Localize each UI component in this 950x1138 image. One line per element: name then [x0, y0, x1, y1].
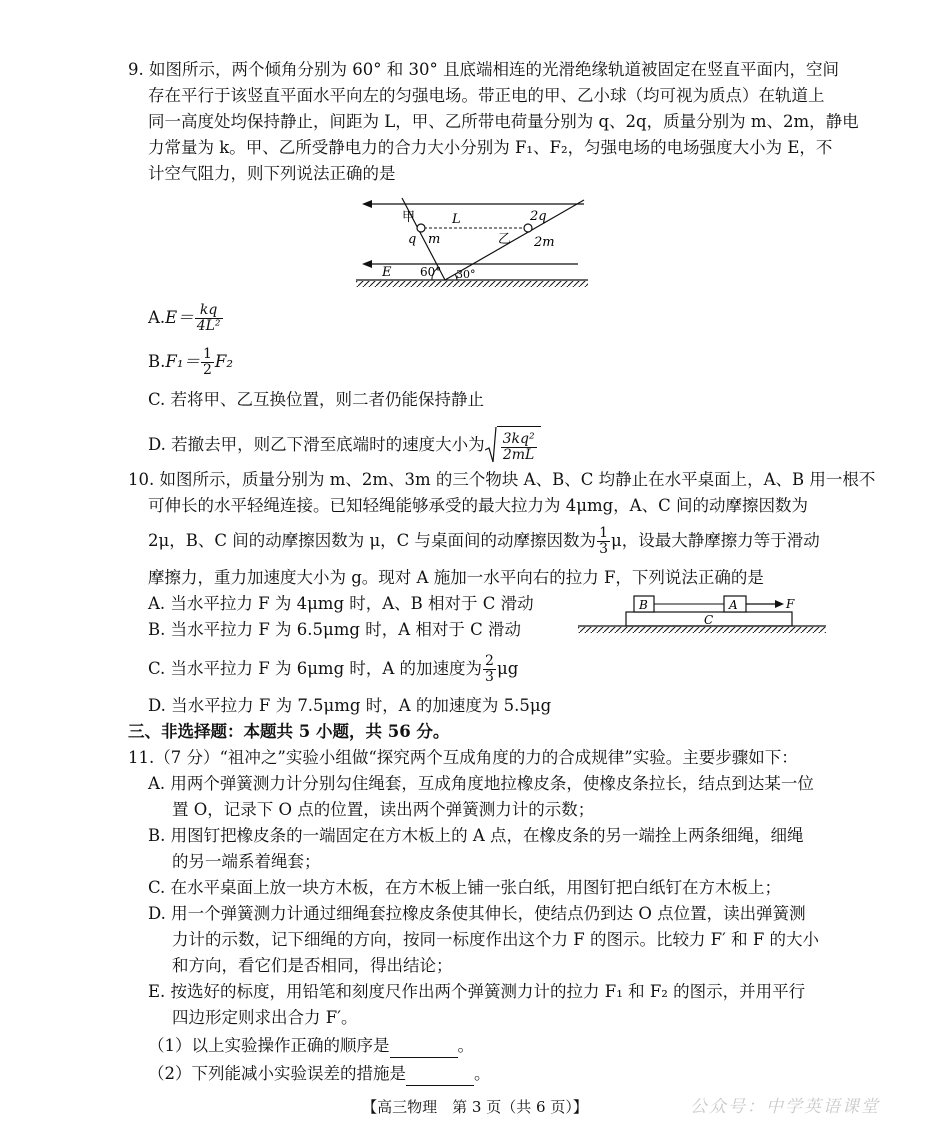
sqrt-radical-icon: [485, 426, 497, 464]
q11-step-b-2: 的另一端系着绳套；: [172, 852, 321, 871]
q11-intro: 11.（7 分）“祖冲之”实验小组做“探究两个互成角度的力的合成规律”实验。主要步骤如下：: [128, 748, 798, 767]
q11-step-a-2: 置 O，记录下 O 点的位置，读出两个弹簧测力计的示数；: [172, 800, 595, 819]
answer-blank-1[interactable]: [390, 1041, 458, 1058]
field-arrow-bottom: [362, 260, 372, 268]
label-f: F: [786, 597, 795, 611]
page-footer: 【高三物理 第 3 页（共 6 页）】: [362, 1098, 588, 1116]
label-c: C: [704, 613, 714, 627]
q10-option-c: C. 当水平拉力 F 为 6μmg 时，A 的加速度为 $\frac{2}{3}$ μg: [148, 653, 519, 685]
label-30: 30°: [456, 268, 476, 281]
label-b: B: [639, 598, 648, 612]
force-arrow-head: [775, 600, 784, 608]
q9-figure: [352, 190, 594, 290]
q11-step-b-1: B. 用图钉把橡皮条的一端固定在方木板上的 A 点，在橡皮条的另一端拴上两条细绳，细绳: [148, 826, 804, 845]
q10-figure: [574, 590, 830, 634]
q11-step-d-2: 力计的示数，记下细绳的方向，按同一标度作出这个力 F 的图示。比较力 F′ 和 F 的大小: [172, 930, 820, 949]
q9-stem-3: 同一高度处均保持静止，间距为 L，甲、乙所带电荷量分别为 q、2q，质量分别为 m、2m，静电: [148, 112, 859, 131]
q9-stem-5: 计空气阻力，则下列说法正确的是: [148, 164, 396, 183]
q10-option-d: D. 当水平拉力 F 为 7.5μmg 时，A 的加速度为 5.5μg: [148, 696, 552, 715]
q11-step-d-1: D. 用一个弹簧测力计通过细绳套拉橡皮条使其伸长，使结点仍到达 O 点位置，读出弹簧测: [148, 904, 806, 923]
q10-stem-2: 可伸长的水平轻绳连接。已知轻绳能够承受的最大拉力为 4μmg，A、C 间的动摩擦因数为: [148, 496, 808, 515]
label-yi: 乙: [498, 232, 512, 247]
ball-jia: [417, 224, 425, 232]
q10-stem-1: 10. 如图所示，质量分别为 m、2m、3m 的三个物块 A、B、C 均静止在水平桌面上，A、B 用一根不: [128, 470, 876, 489]
label-2m: 2m: [534, 235, 555, 250]
label-E: E: [382, 265, 392, 280]
q9-stem-1: 9. 如图所示，两个倾角分别为 60° 和 30° 且底端相连的光滑绝缘轨道被固定在竖直平面内，空间: [128, 60, 839, 79]
label-L: L: [452, 212, 461, 227]
section-3-heading: 三、非选择题：本题共 5 小题，共 56 分。: [128, 722, 450, 741]
q10-option-a: A. 当水平拉力 F 为 4μmg 时，A、B 相对于 C 滑动: [148, 594, 534, 613]
q11-sub-1: （1）以上实验操作正确的顺序是 。: [148, 1034, 474, 1058]
label-2q: 2q: [530, 209, 547, 224]
q10-stem-3: 2μ，B、C 间的动摩擦因数为 μ，C 与桌面间的动摩擦因数为 $\frac{1}{3}$ μ，设最大静摩擦力等于滑动: [148, 525, 820, 557]
answer-blank-2[interactable]: [406, 1069, 474, 1086]
q9-stem-2: 存在平行于该竖直平面水平向左的匀强电场。带正电的甲、乙小球（均可视为质点）在轨道上: [148, 86, 825, 105]
label-jia: 甲: [402, 210, 416, 225]
field-arrow-top: [362, 200, 372, 208]
table-hatch: [578, 627, 826, 633]
q11-step-a-1: A. 用两个弹簧测力计分别勾住绳套，互成角度地拉橡皮条，使橡皮条拉长，结点到达某一位: [148, 774, 814, 793]
q9-option-b: B.F₁＝ $\frac{1}{2}$ F₂: [148, 346, 233, 378]
ground-hatch: [356, 281, 588, 287]
label-q: q: [408, 232, 417, 247]
q10-option-b: B. 当水平拉力 F 为 6.5μmg 时，A 相对于 C 滑动: [148, 620, 521, 639]
label-m: m: [428, 232, 441, 247]
q11-step-d-3: 和方向，看它们是否相同，得出结论；: [172, 956, 453, 975]
q9-option-c: C. 若将甲、乙互换位置，则二者仍能保持静止: [148, 390, 485, 409]
q11-step-e-1: E. 按选好的标度，用铅笔和刻度尺作出两个弹簧测力计的拉力 F₁ 和 F₂ 的图示，并用平行: [148, 982, 806, 1001]
watermark: 公众号：中学英语课堂: [690, 1097, 880, 1117]
ball-yi: [524, 224, 532, 232]
q9-option-a: A.E＝ $\frac{kq}{\text{4L²}}$: [148, 302, 221, 334]
q11-step-e-2: 四边形定则求出合力 F′。: [172, 1008, 358, 1027]
q11-step-c: C. 在水平桌面上放一块方木板，在方木板上铺一张白纸，用图钉把白纸钉在方木板上；: [148, 878, 782, 897]
q9-option-d: D. 若撤去甲，则乙下滑至底端时的速度大小为 $\frac{\text{3kq²}}{2mL}$: [148, 426, 541, 465]
q9-stem-4: 力常量为 k。甲、乙所受静电力的合力大小分别为 F₁、F₂，匀强电场的电场强度大小为 E，不: [148, 138, 833, 157]
label-a: A: [729, 598, 738, 612]
q11-sub-2: （2）下列能减小实验误差的措施是 。: [148, 1062, 491, 1086]
q10-stem-4: 摩擦力，重力加速度大小为 g。现对 A 施加一水平向右的拉力 F，下列说法正确的是: [148, 568, 764, 587]
label-60: 60°: [420, 265, 442, 279]
